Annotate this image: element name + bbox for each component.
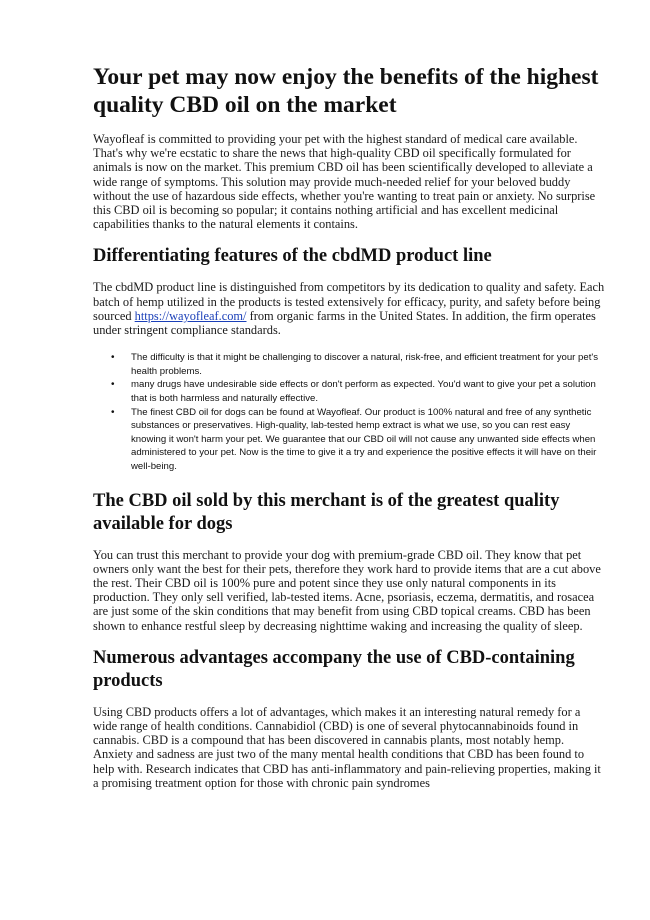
page-title: Your pet may now enjoy the benefits of the highest quality CBD oil on the market: [93, 64, 599, 118]
list-item-text: many drugs have undesirable side effects or don't perform as expected. You'd want to give your pet a solution that is both harmless and naturally effective.: [131, 379, 596, 405]
intro-paragraph: Wayofleaf is committed to providing your pet with the highest standard of medical care available. That's why we're ecstatic to share the news that high-quality CBD oil specifically formulated for animals is now on the market. This premium CBD oil has been scientifically developed to alleviate a wide range of symptoms. This solution may provide much-needed relief for your beloved buddy without the use of hazardous side effects, whether you're wanting to treat pain or anxiety. No surprise this CBD oil is becoming so popular; it contains nothing artificial and has excellent medicinal capabilities thanks to the natural elements it contains.: [93, 132, 596, 232]
bullet-icon: •: [111, 379, 115, 391]
cbdmd-paragraph: [93, 280, 606, 337]
list-item-text: The finest CBD oil for dogs can be found at Wayofleaf. Our product is 100% natural and free of any synthetic substances or preservatives. High-quality, lab-tested hemp extract is what we use, so you can rest easy knowing it won't harm your pet. We guarantee that our CBD oil will not cause any unwanted side effects when administered to your pet. Now is the time to give it a try and experience the positive effects it will have on their well-being.: [131, 406, 597, 472]
list-item: [111, 378, 606, 405]
bullet-icon: •: [111, 352, 115, 364]
cbdmd-paragraph-text-end: from organic farms in the United States. In addition, the firm operates under stringent compliance standards.: [93, 308, 596, 338]
section-heading-best-cbd-for-dogs: The CBD oil sold by this merchant is of the greatest quality available for dogs: [93, 490, 560, 534]
list-item: [111, 351, 606, 378]
list-item-text: The difficulty is that it might be challenging to discover a natural, risk-free, and efficient treatment for your pet's health problems.: [131, 352, 599, 377]
bullet-icon: •: [111, 406, 115, 418]
feature-bullet-list: [93, 351, 606, 473]
list-item: [111, 406, 606, 474]
section-heading-cbdmd-features: Differentiating features of the cbdMD product line: [93, 246, 492, 267]
cbdmd-paragraph-text: The cbdMD product line is distinguished from competitors by its dedication to quality and safety. Each batch of hemp utilized in the products is tested extensively for efficacy, purity, and safety before being sourced: [93, 280, 605, 323]
wayofleaf-link[interactable]: https://wayofleaf.com/: [134, 308, 247, 323]
cbd-advantages-paragraph: Using CBD products offers a lot of advantages, which makes it an interesting natural remedy for a wide range of health conditions. Cannabidiol (CBD) is one of several phytocannabinoids found in cannabis. CBD is a compound that has been discovered in cannabis plants, most notably hemp. Anxiety and sadness are just two of the many mental health conditions that CBD has been found to help with. Research indicates that CBD has anti-inflammatory and pain-relieving properties, making it a promising treatment option for those with chronic pain syndromes: [93, 704, 601, 790]
section-heading-cbd-advantages: Numerous advantages accompany the use of CBD-containing products: [93, 647, 575, 691]
best-cbd-paragraph: You can trust this merchant to provide your dog with premium-grade CBD oil. They know that pet owners only want the best for their pets, therefore they work hard to provide items that are a cut above the rest. Their CBD oil is 100% pure and potent since they use only natural components in its production. They only sell verified, lab-tested items. Acne, psoriasis, eczema, dermatitis, and rosacea are just some of the skin conditions that may benefit from using CBD topical creams. CBD has been shown to enhance restful sleep by decreasing nighttime waking and increasing the quality of sleep.: [93, 547, 601, 633]
